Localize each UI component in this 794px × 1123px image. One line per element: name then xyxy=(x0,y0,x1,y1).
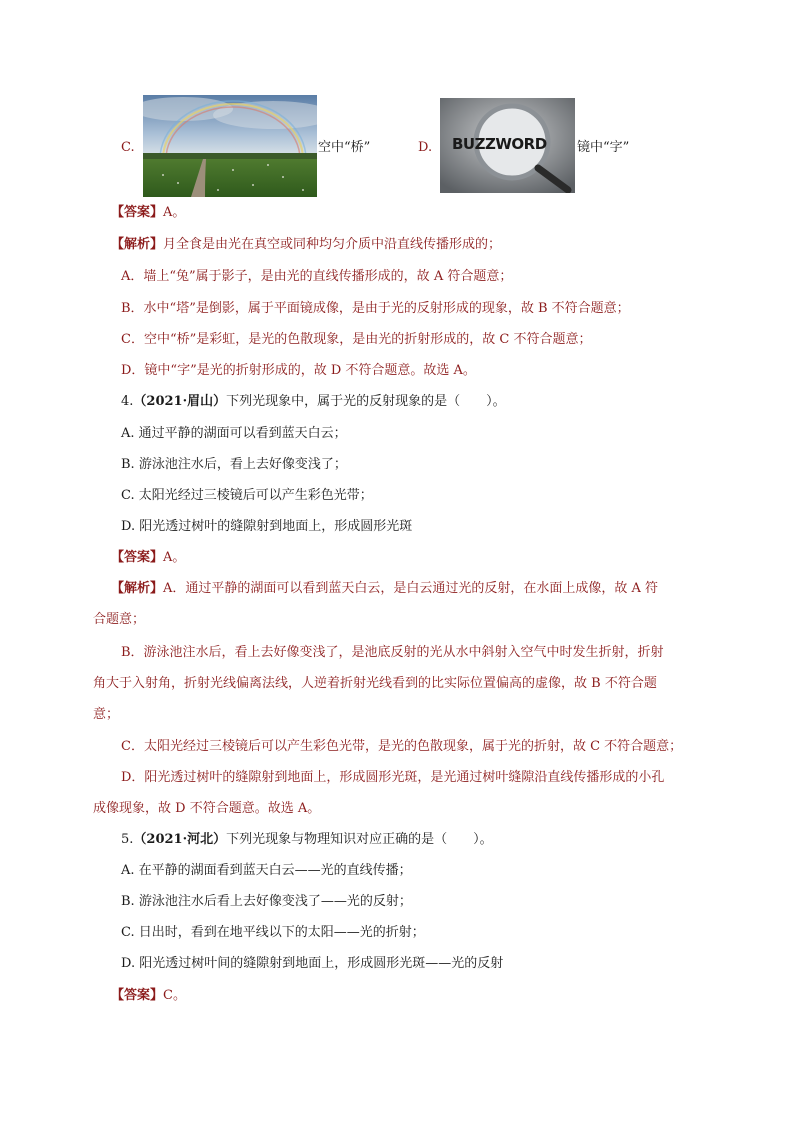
q3-analysis-line-4: C．空中“桥”是彩虹，是光的色散现象，是由光的折射形成的，故 C 不符合题意； xyxy=(121,332,592,347)
q3-analysis-line-5: D．镜中“字”是光的折射形成的，故 D 不符合题意。故选 A。 xyxy=(121,363,476,378)
q5-answer xyxy=(111,987,186,1005)
q4-stem-text: 下列光现象中，属于光的反射现象的是（ ）。 xyxy=(226,394,506,409)
q4-number: 4. xyxy=(121,394,134,409)
q4-stem xyxy=(121,393,506,411)
q3-analysis-line-2: A．墙上“兔”属于影子，是由光的直线传播形成的，故 A 符合题意； xyxy=(121,269,513,284)
answer-value: A。 xyxy=(163,205,186,220)
answer-tag: 【答案】 xyxy=(111,988,164,1003)
analysis-text: 月全食是由光在真空或同种均匀介质中沿直线传播形成的； xyxy=(163,237,502,252)
analysis-tag: 【解析】 xyxy=(111,581,164,596)
answer-value: A。 xyxy=(163,550,186,565)
analysis-tag: 【解析】 xyxy=(111,237,164,252)
answer-tag: 【答案】 xyxy=(111,550,164,565)
rainbow-image xyxy=(143,95,317,197)
answer-tag: 【答案】 xyxy=(111,205,164,220)
q5-source: （2021·河北） xyxy=(133,832,227,847)
q4-option-a: A. 通过平静的湖面可以看到蓝天白云； xyxy=(121,426,347,441)
q5-option-d: D. 阳光透过树叶间的缝隙射到地面上，形成圆形光斑——光的反射 xyxy=(121,956,504,971)
q5-number: 5. xyxy=(121,832,134,847)
q4-analysis-line-3: B．游泳池注水后，看上去好像变浅了，是池底反射的光从水中斜射入空气中时发生折射，折射 xyxy=(121,645,664,660)
q4-analysis-line-5: 意； xyxy=(93,707,120,722)
q4-answer xyxy=(111,549,185,567)
q5-option-c: C. 日出时，看到在地平线以下的太阳——光的折射； xyxy=(121,925,425,940)
q4-analysis-line-4: 角大于入射角，折射光线偏离法线，人逆着折射光线看到的比实际位置偏高的虚像，故 B 不符合题 xyxy=(93,676,657,691)
q4-option-b: B. 游泳池注水后，看上去好像变浅了； xyxy=(121,457,347,472)
q4-source: （2021·眉山） xyxy=(133,394,227,409)
q5-stem xyxy=(121,831,493,849)
option-c-label: C. xyxy=(121,140,135,155)
q4-analysis-line-6: C．太阳光经过三棱镜后可以产生彩色光带，是光的色散现象，属于光的折射，故 C 不符合题意； xyxy=(121,739,683,754)
q5-option-b: B. 游泳池注水后看上去好像变浅了——光的反射； xyxy=(121,894,412,909)
magnifier-image xyxy=(440,98,575,193)
magnifier-word: BUZZWORD xyxy=(452,135,547,153)
q3-analysis-line-3: B．水中“塔”是倒影，属于平面镜成像，是由于光的反射形成的现象，故 B 不符合题意； xyxy=(121,301,630,316)
analysis-text: A．通过平静的湖面可以看到蓝天白云，是白云通过光的反射，在水面上成像，故 A 符 xyxy=(163,581,659,596)
q4-option-c: C. 太阳光经过三棱镜后可以产生彩色光带； xyxy=(121,488,373,503)
q3-analysis-line-1 xyxy=(111,236,501,254)
q4-analysis-line-2: 合题意； xyxy=(93,612,146,627)
q4-analysis-line-8: 成像现象，故 D 不符合题意。故选 A。 xyxy=(93,801,321,816)
q4-option-d: D. 阳光透过树叶的缝隙射到地面上，形成圆形光斑 xyxy=(121,519,413,534)
option-d-label: D. xyxy=(418,140,433,155)
q5-option-a: A. 在平静的湖面看到蓝天白云——光的直线传播； xyxy=(121,863,412,878)
q4-analysis-line-1 xyxy=(111,580,658,598)
option-d-caption: 镜中“字” xyxy=(577,140,630,155)
answer-value: C。 xyxy=(163,988,186,1003)
q5-stem-text: 下列光现象与物理知识对应正确的是（ ）。 xyxy=(226,832,493,847)
q3-answer xyxy=(111,204,185,222)
q4-analysis-line-7: D．阳光透过树叶的缝隙射到地面上，形成圆形光斑，是光通过树叶缝隙沿直线传播形成的小孔 xyxy=(121,770,665,785)
option-c-caption: 空中“桥” xyxy=(318,140,371,155)
rainbow-photo-icon xyxy=(143,95,317,197)
